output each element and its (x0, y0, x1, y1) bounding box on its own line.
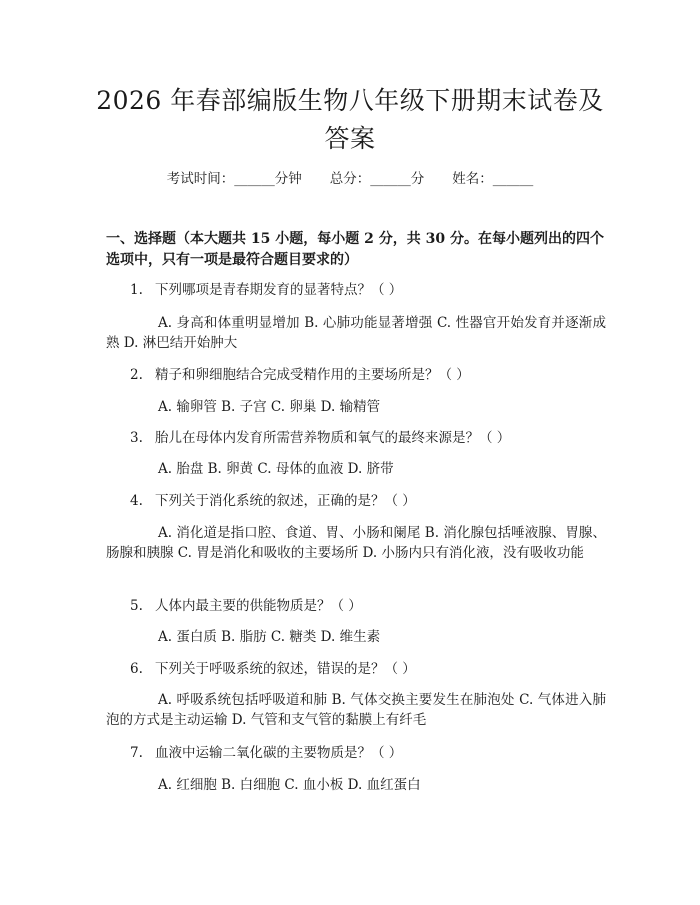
question-3-options: A. 胎盘 B. 卵黄 C. 母体的血液 D. 脐带 (158, 461, 394, 477)
exam-info-line (0, 170, 700, 188)
question-text: 血液中运输二氧化碳的主要物质是？（ ） (155, 745, 403, 761)
question-5 (106, 596, 606, 616)
question-number: 2. (130, 367, 143, 383)
question-1 (106, 280, 606, 300)
question-5-options: A. 蛋白质 B. 脂肪 C. 糖类 D. 维生素 (158, 629, 381, 645)
question-number: 5. (130, 598, 143, 614)
question-text: 胎儿在母体内发育所需营养物质和氧气的最终来源是？（ ） (155, 430, 511, 446)
question-text: 下列哪项是青春期发育的显著特点？（ ） (155, 282, 403, 298)
time-unit: 分钟 (274, 171, 302, 187)
question-number: 7. (130, 745, 143, 761)
question-6 (106, 659, 606, 679)
question-4-options: A. 消化道是指口腔、食道、胃、小肠和阑尾 B. 消化腺包括唾液腺、胃腺、肠腺和胰腺 C. 胃是消化和吸收的主要场所 D. 小肠内只有消化液，没有吸收功能 (106, 525, 606, 561)
question-7 (106, 743, 606, 763)
name-label: 姓名： (452, 171, 493, 187)
question-number: 4. (130, 493, 143, 509)
question-number: 3. (130, 430, 143, 446)
question-text: 精子和卵细胞结合完成受精作用的主要场所是？（ ） (155, 367, 470, 383)
question-2 (106, 365, 606, 385)
question-number: 6. (130, 661, 143, 677)
question-1-options: A. 身高和体重明显增加 B. 心肺功能显著增强 C. 性器官开始发育并逐渐成熟 D. 淋巴结开始肿大 (106, 315, 606, 351)
score-label: 总分： (329, 171, 371, 187)
time-label: 考试时间： (166, 171, 235, 187)
score-blank: ______ (370, 171, 411, 187)
question-text: 人体内最主要的供能物质是？（ ） (155, 598, 362, 614)
name-blank: ______ (492, 171, 534, 187)
page-title: 2026 年春部编版生物八年级下册期末试卷及答案 (96, 86, 604, 153)
question-2-options: A. 输卵管 B. 子宫 C. 卵巢 D. 输精管 (158, 399, 381, 415)
section-heading: 一、选择题（本大题共 15 小题，每小题 2 分，共 30 分。在每小题列出的四个选项中，只有一项是最符合题目要求的） (106, 231, 604, 268)
question-text: 下列关于呼吸系统的叙述，错误的是？（ ） (155, 661, 416, 677)
time-blank: ______ (234, 171, 275, 187)
question-text: 下列关于消化系统的叙述，正确的是？（ ） (155, 493, 416, 509)
question-7-options: A. 红细胞 B. 白细胞 C. 血小板 D. 血红蛋白 (158, 777, 421, 793)
question-6-options: A. 呼吸系统包括呼吸道和肺 B. 气体交换主要发生在肺泡处 C. 气体进入肺泡的方式是主动运输 D. 气管和支气管的黏膜上有纤毛 (106, 692, 606, 728)
question-3 (106, 428, 606, 448)
score-unit: 分 (410, 171, 425, 187)
question-4 (106, 491, 606, 511)
question-number: 1. (130, 282, 143, 298)
